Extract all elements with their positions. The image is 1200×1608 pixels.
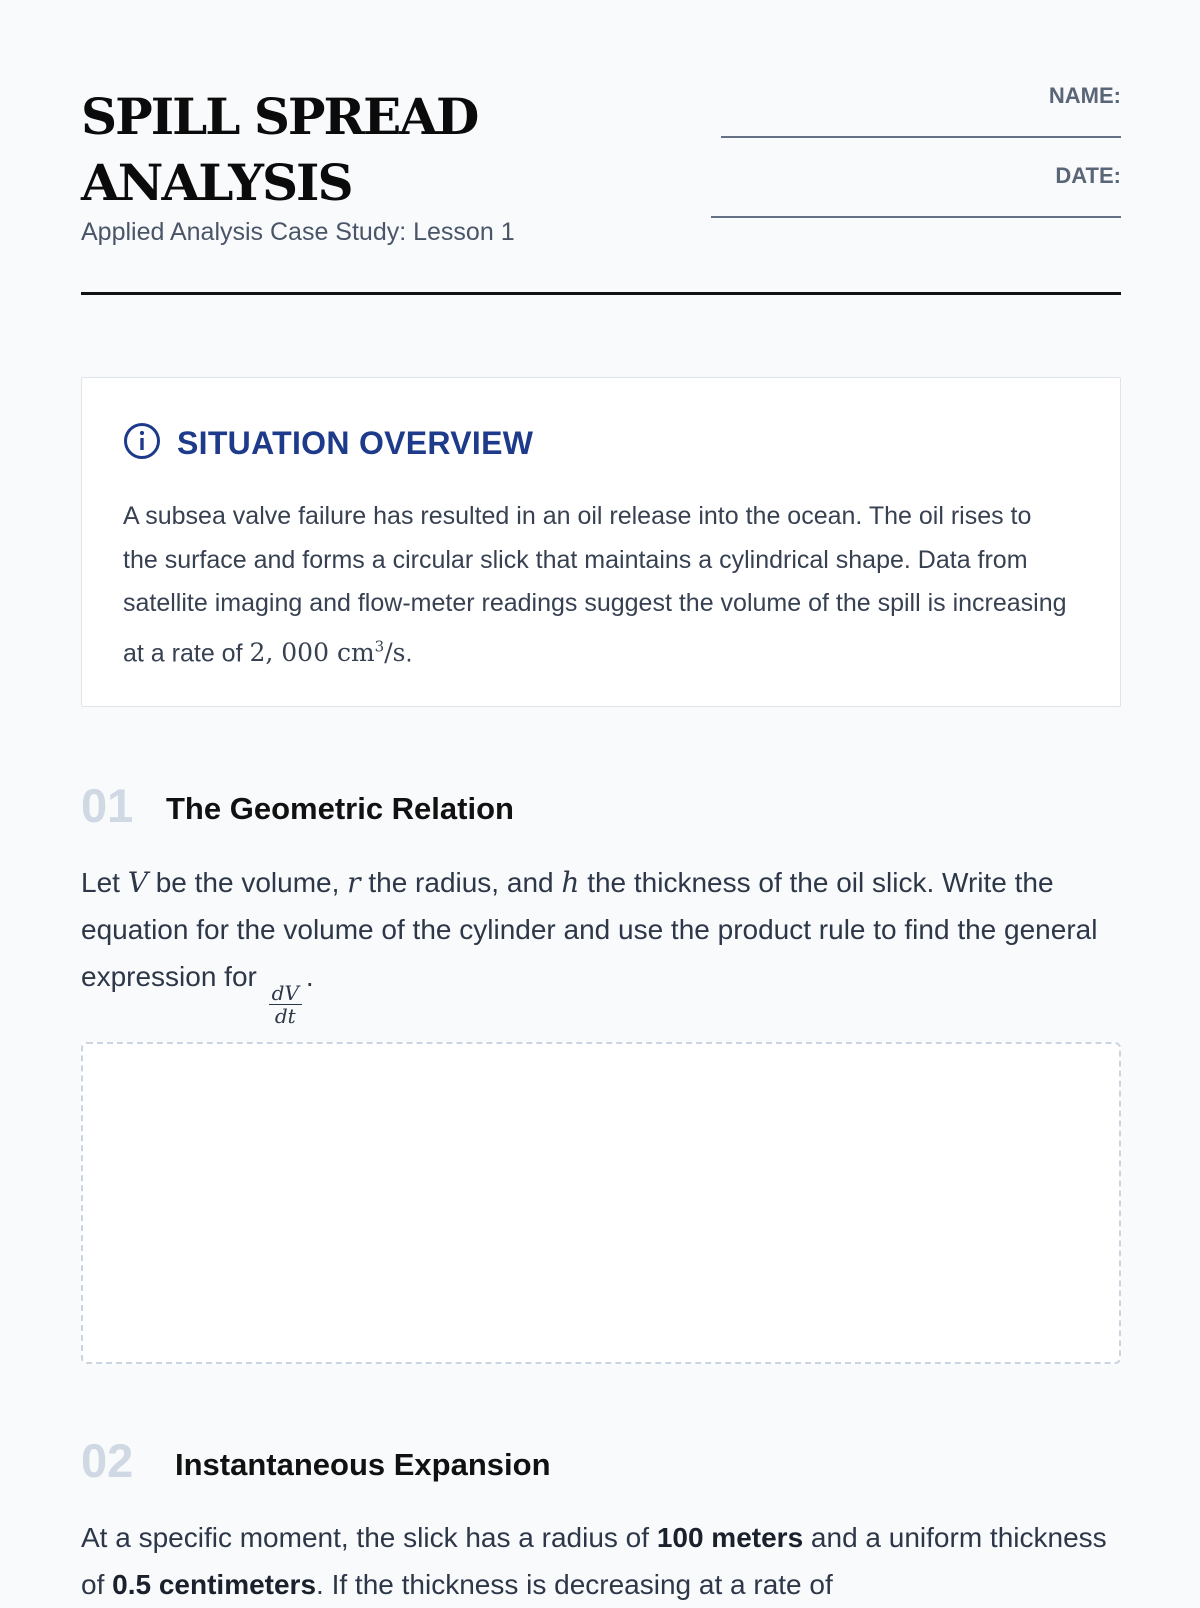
s1-text-c: the radius, and bbox=[360, 867, 562, 898]
s1-text-e: . bbox=[305, 961, 314, 992]
section-1-text bbox=[81, 859, 1121, 1027]
overview-body: A subsea valve failure has resulted in an oil release into the ocean. The oil rises to the surface and forms a circular slick that maintains a cylindrical shape. Data from satellite imaging and flow-meter readings suggest the volume of the spill is increasing at a rate of bbox=[123, 502, 1067, 667]
frac-numerator: dV bbox=[269, 982, 302, 1005]
date-label: DATE: bbox=[1055, 163, 1121, 188]
section-2-text bbox=[81, 1514, 1121, 1608]
situation-overview-card bbox=[81, 377, 1121, 707]
title-line-1: SPILL SPREAD bbox=[81, 87, 478, 146]
section-2-number: 02 bbox=[81, 1434, 134, 1487]
date-field-line[interactable] bbox=[711, 216, 1121, 218]
var-h: h bbox=[561, 866, 580, 899]
rate-value bbox=[249, 638, 405, 667]
overview-text bbox=[123, 495, 1073, 675]
s1-text-b: be the volume, bbox=[147, 867, 348, 898]
section-1-answer-box[interactable] bbox=[81, 1042, 1121, 1364]
section-1-number: 01 bbox=[81, 779, 134, 832]
rate-number: 2, 000 bbox=[249, 637, 329, 667]
overview-title: SITUATION OVERVIEW bbox=[177, 425, 534, 461]
page-subtitle: Applied Analysis Case Study: Lesson 1 bbox=[81, 218, 515, 246]
s1-text-a: Let bbox=[81, 867, 128, 898]
dv-dt-fraction bbox=[269, 982, 302, 1027]
section-1-title: The Geometric Relation bbox=[166, 791, 514, 826]
var-v: V bbox=[127, 866, 148, 899]
s2-text-b: and a uniform thickness of bbox=[81, 1522, 1107, 1600]
header-divider bbox=[81, 292, 1121, 295]
s2-text-c: . If the thickness is decreasing at a rate of bbox=[316, 1569, 833, 1600]
rate-unit: cm bbox=[336, 637, 375, 667]
worksheet-page bbox=[81, 0, 1121, 1600]
section-2-title: Instantaneous Expansion bbox=[175, 1447, 551, 1482]
var-r: r bbox=[347, 866, 361, 899]
s1-text-d: the thickness of the oil slick. Write the equation for the volume of the cylinder and use the product rule to find the general expression for bbox=[81, 867, 1098, 992]
overview-end: . bbox=[405, 638, 413, 667]
name-field-line[interactable] bbox=[721, 136, 1121, 138]
page-title bbox=[81, 84, 477, 216]
thickness-value: 0.5 centimeters bbox=[112, 1569, 317, 1600]
frac-denominator: dt bbox=[274, 1004, 296, 1028]
rate-per: /s bbox=[384, 637, 406, 667]
name-label: NAME: bbox=[1048, 83, 1121, 108]
radius-value: 100 meters bbox=[656, 1522, 804, 1553]
title-line-2: ANALYSIS bbox=[81, 153, 352, 212]
s2-text-a: At a specific moment, the slick has a radius of bbox=[81, 1522, 657, 1553]
rate-exponent: 3 bbox=[374, 637, 385, 656]
info-icon bbox=[123, 422, 161, 465]
overview-header bbox=[123, 422, 533, 465]
